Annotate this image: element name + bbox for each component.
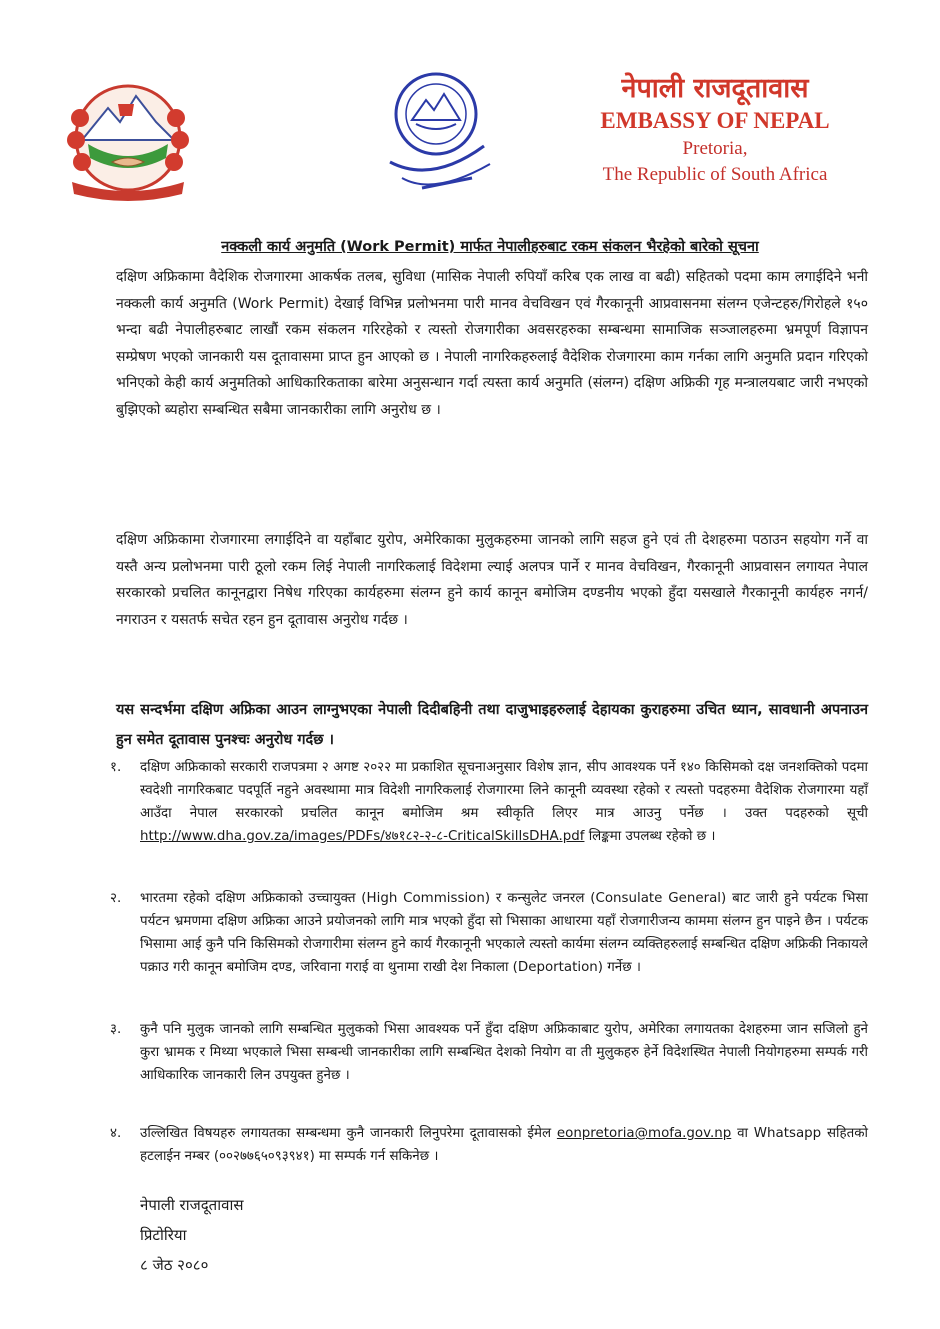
embassy-city: Pretoria,: [682, 138, 748, 159]
item-text: उल्लिखित विषयहरु लगायतका सम्बन्धमा कुनै जानकारी लिनुपरेमा दूतावासको ईमेल: [140, 1126, 557, 1141]
embassy-name-nepali: नेपाली राजदूतावास: [621, 73, 809, 104]
paragraph-2: दक्षिण अफ्रिकामा रोजगारमा लगाईदिने वा यहाँबाट युरोप, अमेरिकाका मुलुकहरुमा जानको लागि सहज हुने एवं ती देशहरुमा पठाउन सहयोग गर्ने वा यस्तै अन्य प्रलोभनमा पारी ठूलो रकम लिई नेपाली नागरिकलाई विदेशमा ल्याई अलपत्र पार्ने र मानव वेचविखन, गैरकानूनी आप्रवासन लगायत नेपाल सरकारको प्रचलित कानूनद्वारा निषेध गरिएका कार्यहरुमा संलग्न हुने कार्य कानून बमोजिम दण्डनीय भएको हुँदा यसखाले गैरकानूनी कार्यहरु नगर्न/नगराउन र यसतर्फ सचेत रहन हुन दूतावास अनुरोध गर्दछ ।: [116, 532, 868, 628]
dha-link[interactable]: http://www.dha.gov.za/images/PDFs/४७१८२-२-८-CriticalSkillsDHA.pdf: [140, 829, 585, 844]
signature-city: प्रिटोरिया: [140, 1226, 187, 1244]
embassy-name-english: EMBASSY OF NEPAL: [600, 108, 830, 133]
email-link[interactable]: eonpretoria@mofa.gov.np: [556, 1126, 732, 1141]
item-number: २.: [110, 891, 122, 906]
list-item: [110, 1122, 868, 1168]
list-item: [110, 1018, 868, 1087]
item-text-after: वा Whatsapp सहितको हटलाईन नम्बर (००२७७६५०९३९४१) मा सम्पर्क गर्न सकिनेछ ।: [140, 1126, 868, 1164]
list-item: [110, 756, 868, 848]
item-text: दक्षिण अफ्रिकाको सरकारी राजपत्रमा २ अगष्ट २०२२ मा प्रकाशित सूचनाअनुसार विशेष ज्ञान, सीप आवश्यक पर्ने १४० किसिमको दक्ष जनशक्तिको पदमा स्वदेशी नागरिकबाट पदपूर्ति नहुने अवस्थामा मात्र विदेशी नागरिकलाई रोजगारमा लिने कानूनी व्यवस्था रहेको र त्यस्तो पदहरुमा वैदेशिक रोजगारमा यहाँ आउँदा नेपाल सरकारको प्रचलित कानून बमोजिम श्रम स्वीकृति लिएर मात्र आउनु पर्नेछ । उक्त पदहरुको सूची: [140, 760, 868, 821]
item-text: कुनै पनि मुलुक जानको लागि सम्बन्धित मुलुकको भिसा आवश्यक पर्ने हुँदा दक्षिण अफ्रिकाबाट युरोप, अमेरिका लगायतका देशहरुमा जान सजिलो हुने कुरा भ्रामक र मिथ्या भएकाले भिसा सम्बन्धी जानकारीका लागि सम्बन्धित देशको नियोग वा ती मुलुकहरु हेर्ने विदेशस्थित नेपाली नियोगहरुमा सम्पर्क गरी आधिकारिक जानकारी लिन उपयुक्त हुनेछ ।: [140, 1022, 868, 1083]
paragraph-3: यस सन्दर्भमा दक्षिण अफ्रिका आउन लाग्नुभएका नेपाली दिदीबहिनी तथा दाजुभाइहरुलाई देहायका कुराहरुमा उचित ध्यान, सावधानी अपनाउन हुन समेत दूतावास पुनश्चः अनुरोध गर्दछ ।: [116, 702, 868, 748]
item-text: भारतमा रहेको दक्षिण अफ्रिकाको उच्चायुक्त (High Commission) र कन्सुलेट जनरल (Consulate General) बाट जारी हुने पर्यटक भिसा पर्यटन भ्रमणमा दक्षिण अफ्रिका आउने प्रयोजनको लागि मात्र भएको हुँदा सो भिसाका आधारमा यहाँ रोजगारीजन्य काममा संलग्न हुन पाइने छैन । पर्यटक भिसामा आई कुनै पनि किसिमको रोजगारीमा संलग्न हुने कार्य गैरकानूनी भएकाले त्यस्तो कार्यमा संलग्न व्यक्तिहरुलाई सम्बन्धित दक्षिण अफ्रिकी निकायले पक्राउ गरी कानून बमोजिम दण्ड, जरिवाना गराई वा थुनामा राखी देश निकाला (Deportation) गर्नेछ ।: [140, 891, 868, 975]
embassy-country: The Republic of South Africa: [602, 164, 828, 185]
emblem-caption: [372, 66, 512, 206]
item-text-after: लिङ्कमा उपलब्ध रहेको छ ।: [584, 829, 716, 844]
paragraph-1: दक्षिण अफ्रिकामा वैदेशिक रोजगारमा आकर्षक तलब, सुविधा (मासिक नेपाली रुपियाँ करिब एक लाख वा बढी) सहितको पदमा काम लगाईदिने भनी नक्कली कार्य अनुमति (Work Permit) देखाई विभिन्न प्रलोभनमा पारी मानव वेचविखन एवं गैरकानूनी आप्रवासनमा संलग्न एजेन्टहरु/गिरोहले १५० भन्दा बढी नेपालीहरुबाट लाखौं रकम संकलन गरिरहेको र त्यस्तो रोजगारीका अवसरहरुका सम्बन्धमा सामाजिक सञ्जालहरुमा भ्रमपूर्ण विज्ञापन सम्प्रेषण भएको जानकारी यस दूतावासमा प्राप्त हुन आएको छ । नेपाली नागरिकहरुलाई वैदेशिक रोजगारमा काम गर्नका लागि अनुमति प्रदान गरिएको भनिएको केही कार्य अनुमतिको आधिकारिकताका बारेमा अनुसन्धान गर्दा त्यस्ता कार्य अनुमति (संलग्न) दक्षिण अफ्रिकी गृह मन्त्रालयबाट जारी नभएको बुझिएको ब्यहोरा सम्बन्धित सबैमा जानकारीका लागि अनुरोध छ ।: [116, 269, 868, 418]
item-number: ४.: [110, 1126, 122, 1141]
item-number: ३.: [110, 1022, 122, 1037]
item-number: १.: [110, 760, 122, 775]
signature-date: ८ जेठ २०८०: [140, 1256, 209, 1274]
notice-subject: नक्कली कार्य अनुमति (Work Permit) मार्फत नेपालीहरुबाट रकम संकलन भैरहेको बारेको सूचना: [221, 239, 759, 255]
list-item: [110, 887, 868, 979]
signature-org: नेपाली राजदूतावास: [140, 1196, 244, 1214]
embassy-header: [530, 72, 900, 188]
nepal-emblem-icon: [58, 78, 198, 206]
